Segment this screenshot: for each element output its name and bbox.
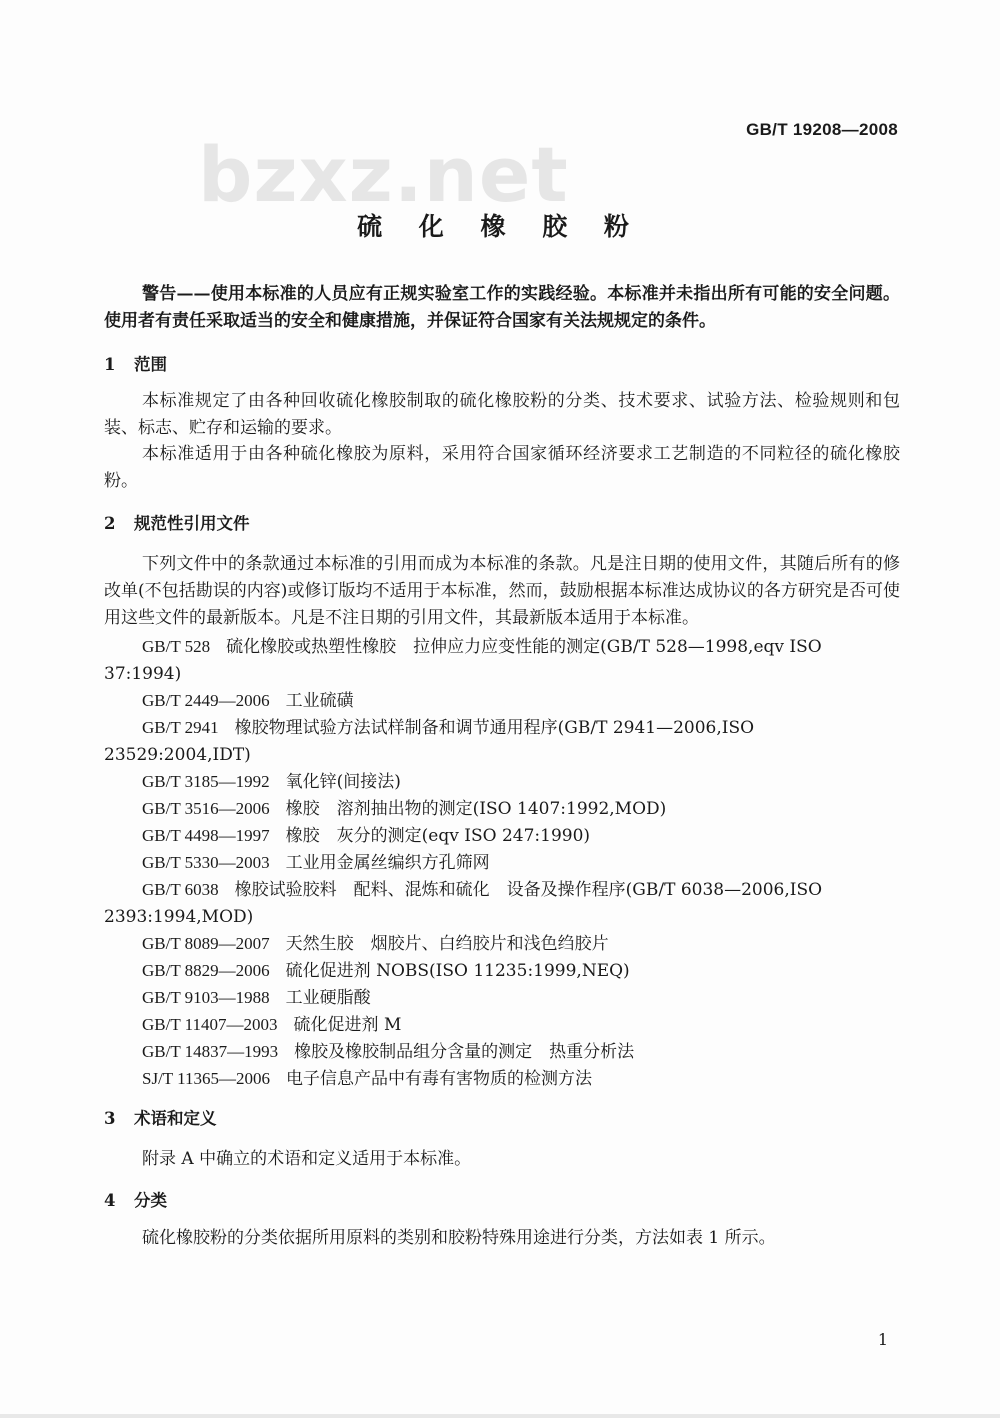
- reference-title: 橡胶 灰分的测定(eqv ISO 247:1990): [285, 826, 591, 846]
- page-number: 1: [877, 1330, 888, 1349]
- reference-code: GB/T 14837—1993: [142, 1042, 279, 1061]
- references-intro: 下列文件中的条款通过本标准的引用而成为本标准的条款。凡是注日期的使用文件，其随后所有的修改单(不包括勘误的内容)或修订版均不适用于本标准，然而，鼓励根据本标准达成协议的各方研究是否可使用这些文件的最新版本。凡是不注日期的引用文件，其最新版本适用于本标准。: [104, 554, 900, 628]
- reference-code: SJ/T 11365—2006: [142, 1069, 270, 1088]
- reference-title: 硫化促进剂 M: [293, 1015, 402, 1035]
- reference-code: GB/T 2941: [142, 718, 219, 737]
- reference-title: 橡胶及橡胶制品组分含量的测定 热重分析法: [294, 1042, 635, 1062]
- section-title: 规范性引用文件: [134, 514, 250, 533]
- reference-item: [104, 633, 900, 688]
- reference-code: GB/T 6038: [142, 880, 219, 899]
- section-number: 1: [104, 355, 116, 374]
- section-2-heading: [104, 510, 250, 537]
- classification-paragraph: 硫化橡胶粉的分类依据所用原料的类别和胶粉特殊用途进行分类，方法如表 1 所示。: [142, 1228, 776, 1248]
- section-1-heading: [104, 351, 167, 378]
- reference-code: GB/T 11407—2003: [142, 1015, 278, 1034]
- reference-title: 工业用金属丝编织方孔筛网: [285, 853, 490, 873]
- section-title: 分类: [134, 1191, 167, 1210]
- watermark: bzxz.net: [198, 130, 569, 219]
- reference-item: [104, 822, 900, 850]
- section-title: 术语和定义: [134, 1109, 217, 1128]
- reference-item: [104, 795, 900, 823]
- reference-title: 橡胶物理试验方法试样制备和调节通用程序(GB/T 2941—2006,ISO 23529:2004,IDT): [104, 718, 755, 765]
- section-title: 范围: [134, 355, 167, 374]
- reference-item: [104, 849, 900, 877]
- reference-title: 工业硬脂酸: [285, 988, 371, 1008]
- reference-title: 天然生胶 烟胶片、白绉胶片和浅色绉胶片: [285, 934, 609, 954]
- scope-paragraph-2: 本标准适用于由各种硫化橡胶为原料，采用符合国家循环经济要求工艺制造的不同粒径的硫化橡胶粉。: [104, 444, 900, 491]
- reference-item: [104, 1011, 900, 1039]
- reference-code: GB/T 3185—1992: [142, 772, 270, 791]
- scope-paragraph-1: 本标准规定了由各种回收硫化橡胶制取的硫化橡胶粉的分类、技术要求、试验方法、检验规则和包装、标志、贮存和运输的要求。: [104, 391, 900, 438]
- reference-code: GB/T 8089—2007: [142, 934, 270, 953]
- section-3-heading: [104, 1105, 217, 1132]
- terms-paragraph: 附录 A 中确立的术语和定义适用于本标准。: [142, 1149, 472, 1169]
- reference-item: [104, 1065, 900, 1093]
- document-title: 硫 化 橡 胶 粉: [357, 212, 643, 241]
- standard-code: GB/T 19208—2008: [746, 120, 898, 139]
- reference-title: 硫化促进剂 NOBS(ISO 11235:1999,NEQ): [285, 961, 630, 981]
- page-bottom-edge: [0, 1414, 1000, 1418]
- reference-title: 工业硫磺: [285, 691, 354, 711]
- reference-item: [104, 984, 900, 1012]
- reference-item: [104, 876, 900, 931]
- reference-code: GB/T 9103—1988: [142, 988, 270, 1007]
- reference-code: GB/T 2449—2006: [142, 691, 270, 710]
- section-number: 4: [104, 1191, 116, 1210]
- reference-code: GB/T 5330—2003: [142, 853, 270, 872]
- reference-item: [104, 1038, 900, 1066]
- reference-code: GB/T 8829—2006: [142, 961, 270, 980]
- reference-item: [104, 768, 900, 796]
- section-number: 3: [104, 1109, 116, 1128]
- reference-title: 氧化锌(间接法): [285, 772, 401, 792]
- reference-title: 硫化橡胶或热塑性橡胶 拉伸应力应变性能的测定(GB/T 528—1998,eqv ISO 37:1994): [104, 637, 822, 684]
- reference-title: 电子信息产品中有毒有害物质的检测方法: [286, 1069, 592, 1089]
- warning-paragraph: 警告——使用本标准的人员应有正规实验室工作的实践经验。本标准并未指出所有可能的安全问题。使用者有责任采取适当的安全和健康措施，并保证符合国家有关法规规定的条件。: [104, 284, 900, 331]
- reference-code: GB/T 528: [142, 637, 211, 656]
- reference-code: GB/T 3516—2006: [142, 799, 270, 818]
- section-4-heading: [104, 1187, 167, 1214]
- reference-title: 橡胶试验胶料 配料、混炼和硫化 设备及操作程序(GB/T 6038—2006,ISO 2393:1994,MOD): [104, 880, 823, 927]
- reference-code: GB/T 4498—1997: [142, 826, 270, 845]
- reference-item: [104, 714, 900, 769]
- reference-item: [104, 930, 900, 958]
- reference-title: 橡胶 溶剂抽出物的测定(ISO 1407:1992,MOD): [285, 799, 667, 819]
- reference-item: [104, 957, 900, 985]
- section-number: 2: [104, 514, 116, 533]
- reference-item: [104, 687, 900, 715]
